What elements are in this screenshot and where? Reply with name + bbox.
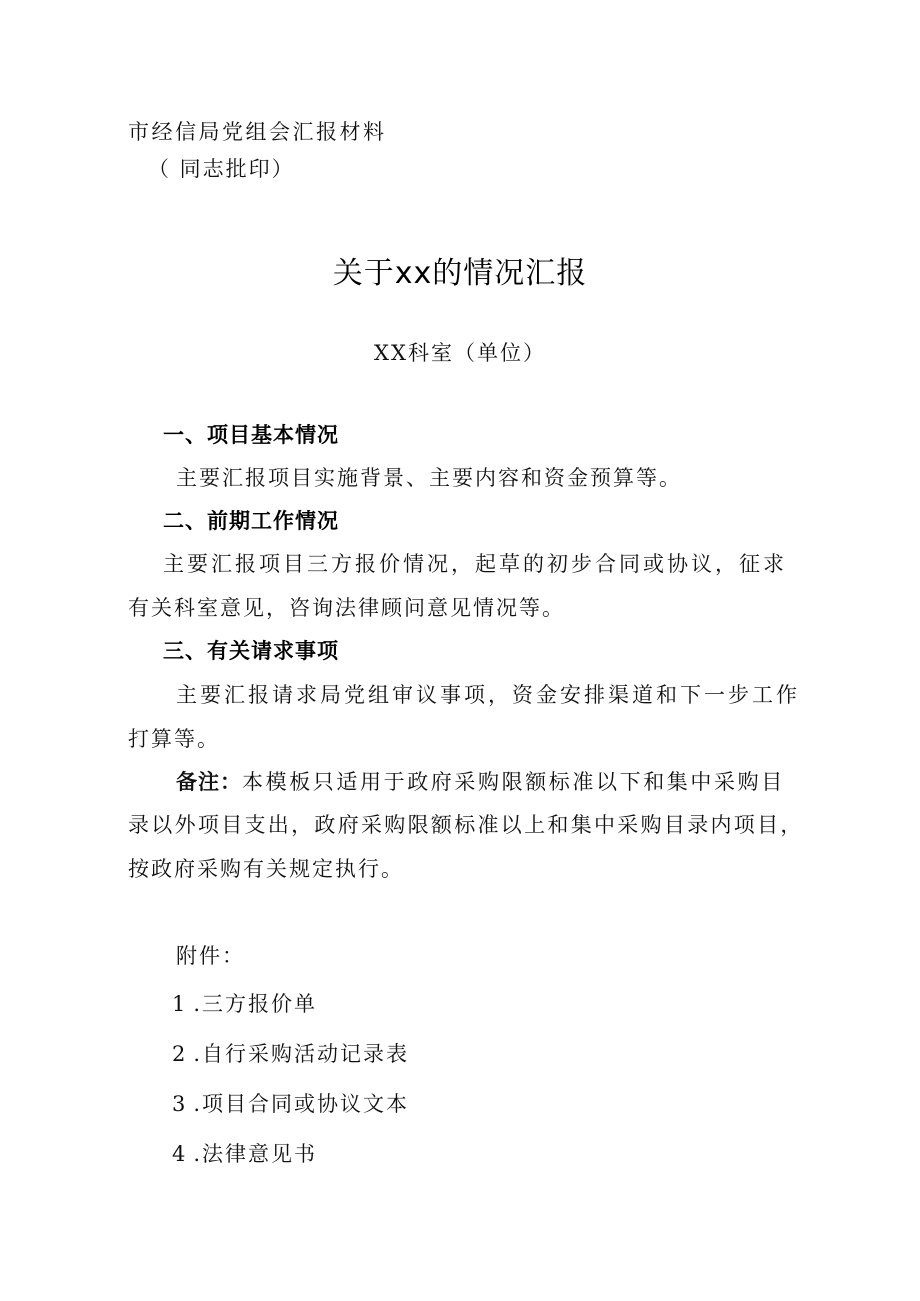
section-body-requests-line-1: 主要汇报请求局党组审议事项，资金安排渠道和下一步工作 [176,683,800,707]
section-heading-preliminary-work: 二、前期工作情况 [163,509,339,533]
issuing-unit: XX科室（单位） [374,341,546,365]
attachment-item [172,1040,409,1068]
attachment-number: 3 [172,1092,188,1116]
note-line-2: 录以外项目支出，政府采购限额标准以上和集中采购目录内项目， [128,813,804,837]
attachment-item [172,990,317,1018]
approval-line: （ 同志批印） [148,157,295,181]
report-source-line: 市经信局党组会汇报材料 [128,120,387,144]
note-label: 备注： [176,770,242,794]
attachment-text: .自行采购活动记录表 [193,1042,410,1066]
attachment-text: .法律意见书 [193,1142,318,1166]
note-line-3: 按政府采购有关规定执行。 [128,857,404,881]
attachment-item [172,1090,409,1118]
attachment-text: .三方报价单 [193,992,318,1016]
note-text-1: 本模板只适用于政府采购限额标准以下和集中采购目 [242,770,785,794]
attachment-item [172,1140,317,1168]
section-heading-requests: 三、有关请求事项 [163,639,339,663]
section-body-preliminary-work-line-2: 有关科室意见，咨询法律顾问意见情况等。 [128,596,565,620]
section-body-basic-info: 主要汇报项目实施背景、主要内容和资金预算等。 [176,466,682,490]
section-heading-basic-info: 一、项目基本情况 [163,423,339,447]
attachment-number: 2 [172,1042,188,1066]
attachment-text: .项目合同或协议文本 [193,1092,410,1116]
attachment-number: 1 [172,992,188,1016]
note-line-1 [176,768,785,796]
section-body-requests-line-2: 打算等。 [128,727,220,751]
attachments-title: 附件： [176,944,245,968]
section-body-preliminary-work-line-1: 主要汇报项目三方报价情况，起草的初步合同或协议，征求 [163,552,787,576]
attachment-number: 4 [172,1142,188,1166]
document-title: 关于xx的情况汇报 [332,256,588,291]
